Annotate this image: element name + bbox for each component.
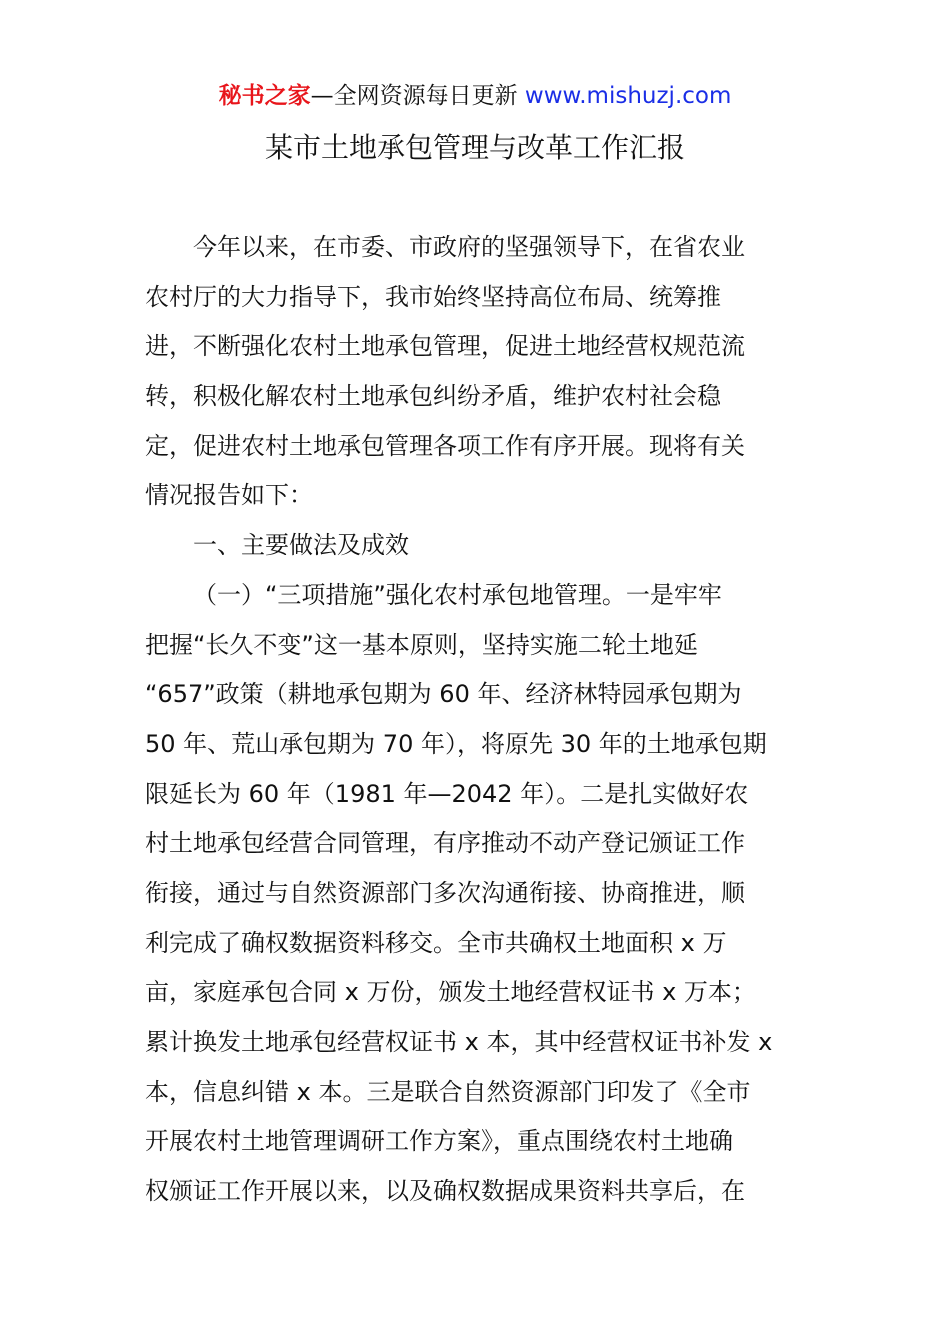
body-text-line: 把握“长久不变”这一基本原则，坚持实施二轮土地延 (145, 630, 698, 659)
body-text-line: 50 年、荒山承包期为 70 年），将原先 30 年的土地承包期 (145, 729, 767, 758)
body-text-line: “657”政策（耕地承包期为 60 年、经济林特园承包期为 (145, 680, 742, 709)
body-text-line: 情况报告如下： (145, 481, 313, 510)
body-text-line: 一、主要做法及成效 (193, 531, 409, 560)
body-text-line: 进，不断强化农村土地承包管理，促进土地经营权规范流 (145, 332, 745, 361)
body-text-line: 衔接，通过与自然资源部门多次沟通衔接、协商推进，顺 (145, 878, 745, 907)
body-text-line: 利完成了确权数据资料移交。全市共确权土地面积 x 万 (145, 928, 727, 957)
site-header (0, 80, 950, 112)
document-title: 某市土地承包管理与改革工作汇报 (264, 131, 685, 164)
body-text-line: （一）“三项措施”强化农村承包地管理。一是牢牢 (193, 580, 722, 609)
brand-name: 秘书之家 (218, 83, 311, 109)
body-text-line: 亩，家庭承包合同 x 万份，颁发土地经营权证书 x 万本； (145, 978, 756, 1007)
body-text-line: 开展农村土地管理调研工作方案》，重点围绕农村土地确 (145, 1127, 733, 1156)
body-text-line: 农村厅的大力指导下，我市始终坚持高位布局、统筹推 (145, 282, 721, 311)
body-text-line: 本，信息纠错 x 本。三是联合自然资源部门印发了《全市 (145, 1077, 751, 1106)
body-text-line: 定，促进农村土地承包管理各项工作有序开展。现将有关 (145, 431, 745, 460)
site-url-link[interactable]: www.mishuzj.com (524, 83, 732, 109)
body-text-line: 转，积极化解农村土地承包纠纷矛盾，维护农村社会稳 (145, 382, 721, 411)
body-text-line: 累计换发土地承包经营权证书 x 本，其中经营权证书补发 x (145, 1028, 773, 1056)
body-text-line: 村土地承包经营合同管理，有序推动不动产登记颁证工作 (145, 829, 745, 858)
document-body (145, 223, 810, 1217)
header-tagline: —全网资源每日更新 (310, 83, 518, 109)
body-text-line: 今年以来，在市委、市政府的坚强领导下，在省农业 (193, 233, 745, 261)
body-text-line: 权颁证工作开展以来，以及确权数据成果资料共享后，在 (145, 1177, 745, 1206)
body-text-line: 限延长为 60 年（1981 年—2042 年）。二是扎实做好农 (145, 779, 749, 808)
